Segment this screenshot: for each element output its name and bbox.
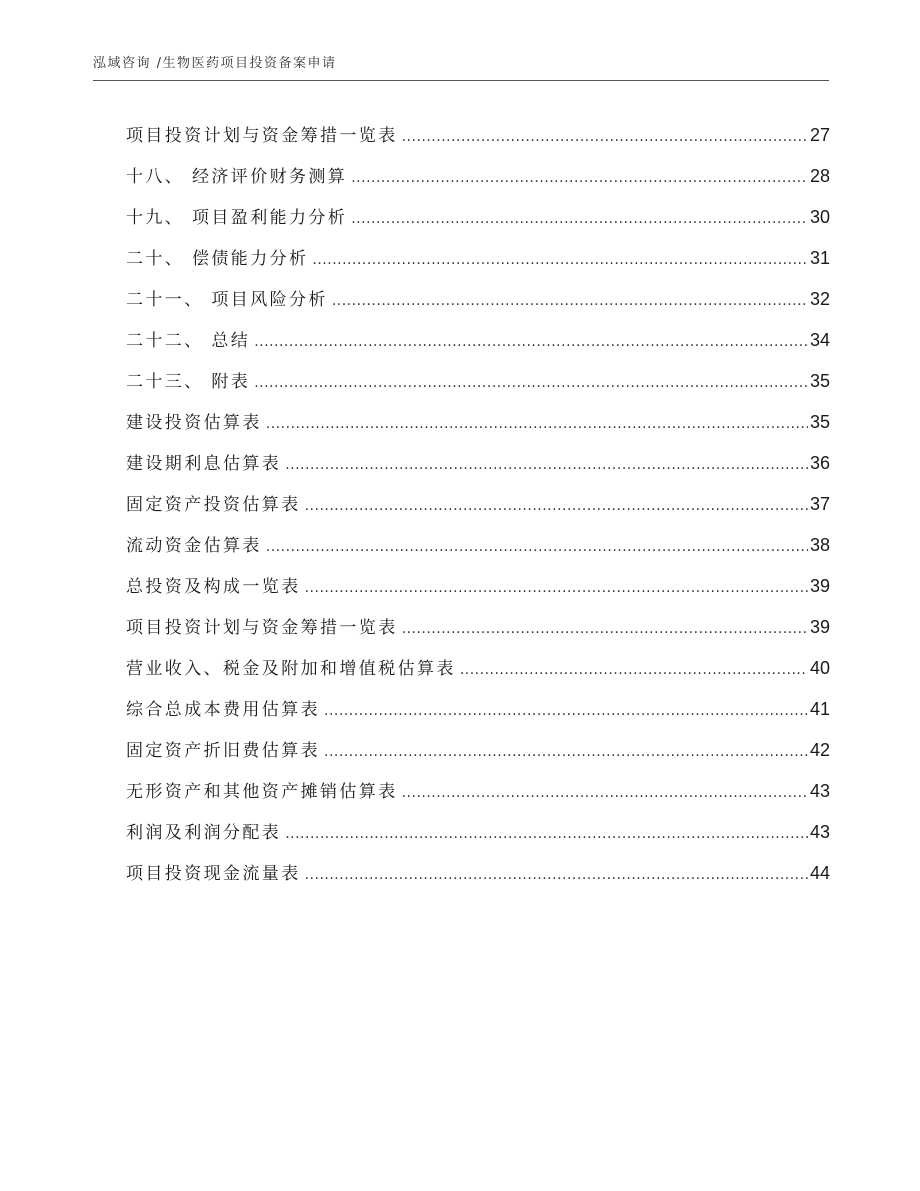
toc-entry-title: 十八、 经济评价财务测算 (126, 167, 348, 187)
toc-entry-title: 总投资及构成一览表 (126, 577, 301, 597)
toc-entry-page: 43 (809, 822, 830, 842)
toc-dot-leader (332, 286, 808, 316)
toc-entry[interactable] (126, 161, 830, 202)
toc-entry-title: 十九、 项目盈利能力分析 (126, 208, 348, 228)
toc-entry-title: 二十、 偿债能力分析 (126, 249, 309, 269)
toc-entry-page: 32 (809, 289, 830, 309)
toc-entry-title: 项目投资计划与资金筹措一览表 (126, 126, 398, 146)
toc-entry-page: 28 (809, 166, 830, 186)
toc-entry-page: 34 (809, 330, 830, 350)
toc-entry-title: 二十一、 项目风险分析 (126, 290, 328, 310)
toc-entry-page: 43 (809, 781, 830, 801)
toc-entry-page: 27 (809, 125, 830, 145)
table-of-contents (126, 120, 830, 899)
toc-entry-page: 42 (809, 740, 830, 760)
toc-entry[interactable] (126, 817, 830, 858)
toc-entry[interactable] (126, 858, 830, 899)
toc-entry-title: 二十三、 附表 (126, 372, 251, 392)
toc-entry-page: 38 (809, 535, 830, 555)
toc-entry[interactable] (126, 735, 830, 776)
toc-entry-page: 30 (809, 207, 830, 227)
toc-entry-title: 固定资产折旧费估算表 (126, 741, 320, 761)
toc-dot-leader (402, 122, 808, 152)
toc-dot-leader (305, 491, 808, 521)
toc-entry[interactable] (126, 489, 830, 530)
toc-entry[interactable] (126, 776, 830, 817)
toc-entry[interactable] (126, 571, 830, 612)
toc-entry[interactable] (126, 202, 830, 243)
toc-entry-title: 建设期利息估算表 (126, 454, 282, 474)
toc-entry[interactable] (126, 612, 830, 653)
toc-entry-title: 流动资金估算表 (126, 536, 262, 556)
toc-entry[interactable] (126, 120, 830, 161)
toc-entry-title: 二十二、 总结 (126, 331, 251, 351)
toc-entry-title: 综合总成本费用估算表 (126, 700, 320, 720)
toc-entry-page: 35 (809, 412, 830, 432)
toc-entry-page: 36 (809, 453, 830, 473)
toc-dot-leader (254, 368, 808, 398)
toc-entry-title: 固定资产投资估算表 (126, 495, 301, 515)
toc-entry[interactable] (126, 284, 830, 325)
toc-entry-page: 37 (809, 494, 830, 514)
toc-entry-page: 31 (809, 248, 830, 268)
toc-dot-leader (324, 696, 808, 726)
toc-entry-title: 无形资产和其他资产摊销估算表 (126, 782, 398, 802)
toc-dot-leader (266, 532, 808, 562)
toc-entry-page: 39 (809, 617, 830, 637)
toc-dot-leader (402, 614, 808, 644)
toc-entry-title: 项目投资计划与资金筹措一览表 (126, 618, 398, 638)
toc-dot-leader (254, 327, 808, 357)
toc-entry[interactable] (126, 448, 830, 489)
toc-entry-title: 建设投资估算表 (126, 413, 262, 433)
toc-dot-leader (460, 655, 808, 685)
page-header (93, 54, 829, 81)
toc-entry[interactable] (126, 325, 830, 366)
toc-dot-leader (351, 204, 808, 234)
toc-entry[interactable] (126, 243, 830, 284)
toc-dot-leader (305, 860, 808, 890)
toc-entry-page: 44 (809, 863, 830, 883)
toc-entry-page: 39 (809, 576, 830, 596)
header-text: 泓域咨询 /生物医药项目投资备案申请 (93, 56, 337, 71)
toc-entry[interactable] (126, 407, 830, 448)
toc-entry[interactable] (126, 530, 830, 571)
toc-entry-title: 利润及利润分配表 (126, 823, 282, 843)
toc-entry[interactable] (126, 694, 830, 735)
toc-dot-leader (305, 573, 808, 603)
toc-entry[interactable] (126, 366, 830, 407)
toc-dot-leader (285, 450, 808, 480)
toc-entry-page: 35 (809, 371, 830, 391)
toc-entry-page: 40 (809, 658, 830, 678)
toc-entry-title: 项目投资现金流量表 (126, 864, 301, 884)
toc-dot-leader (266, 409, 808, 439)
toc-dot-leader (312, 245, 808, 275)
toc-dot-leader (285, 819, 808, 849)
toc-dot-leader (351, 163, 808, 193)
toc-entry-page: 41 (809, 699, 830, 719)
toc-dot-leader (324, 737, 808, 767)
toc-entry[interactable] (126, 653, 830, 694)
toc-entry-title: 营业收入、税金及附加和增值税估算表 (126, 659, 456, 679)
toc-dot-leader (402, 778, 808, 808)
